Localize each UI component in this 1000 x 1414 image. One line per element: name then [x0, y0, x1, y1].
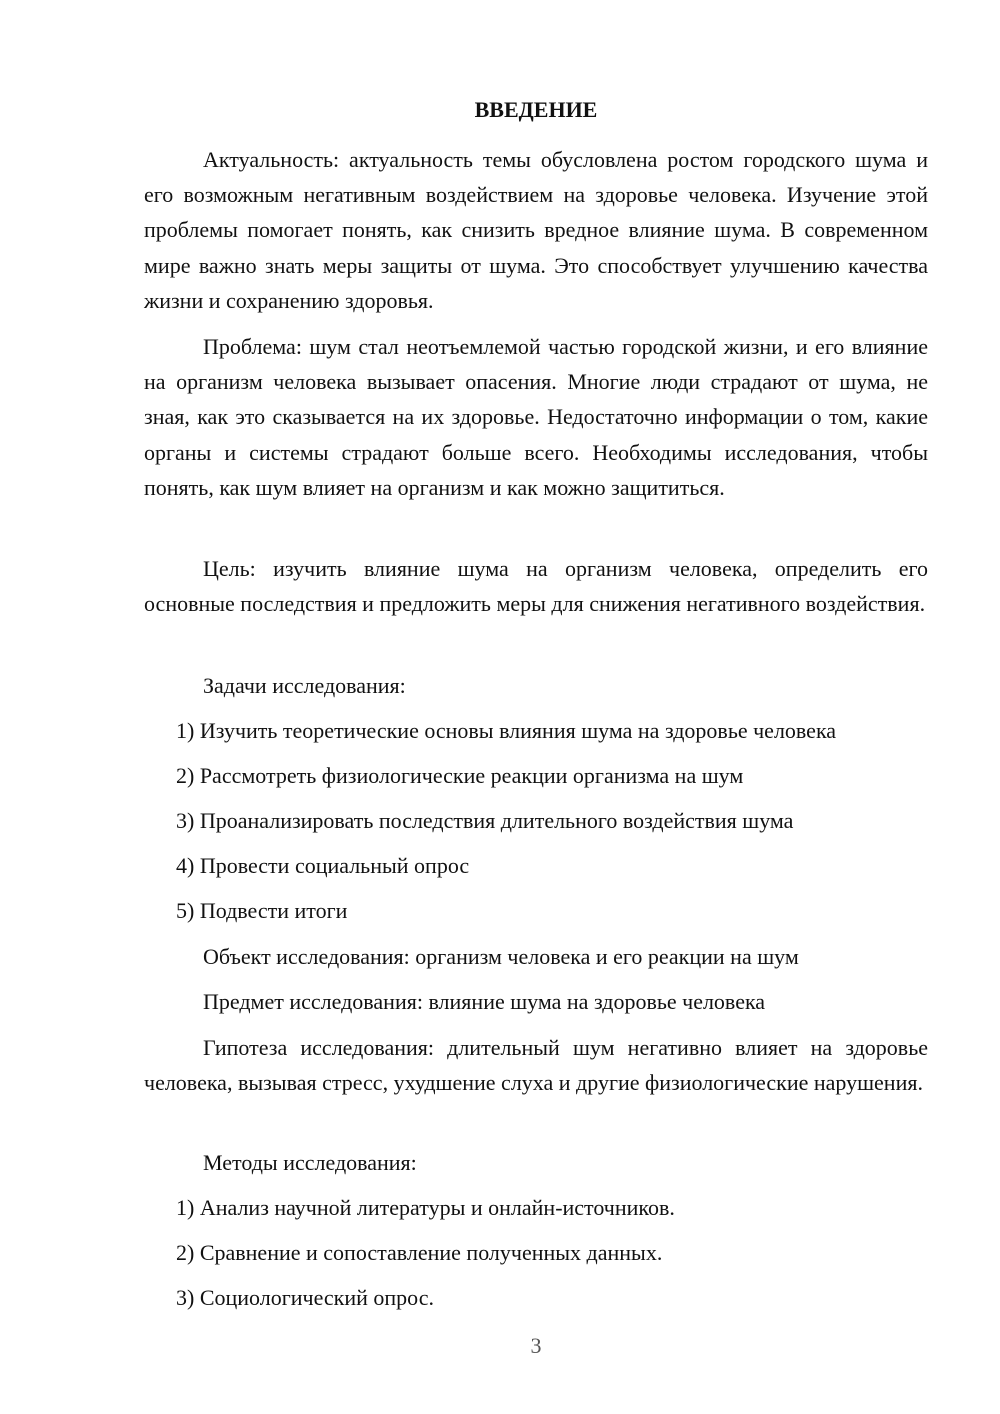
- relevance-paragraph: Актуальность: актуальность темы обусловлена ростом городского шума и его возможным негативным воздействием на здоровье человека. Изучение этой проблемы помогает понять, как снизить вредное влияние шума. В современном мире важно знать меры защиты от шума. Это способствует улучшению качества жизни и сохранению здоровья.: [144, 147, 928, 313]
- hypothesis-paragraph: Гипотеза исследования: длительный шум негативно влияет на здоровье человека, вызывая стресс, ухудшение слуха и другие физиологические нарушения.: [144, 1035, 928, 1096]
- problem-paragraph: Проблема: шум стал неотъемлемой частью городской жизни, и его влияние на организм человека вызывает опасения. Многие люди страдают от шума, не зная, как это сказывается на их здоровье. Недостаточно информации о том, какие органы и системы страдают больше всего. Необходимы исследования, чтобы понять, как шум влияет на организм и как можно защититься.: [144, 334, 928, 500]
- research-object: Объект исследования: организм человека и его реакции на шум: [203, 944, 799, 969]
- page-title: ВВЕДЕНИЕ: [474, 97, 598, 122]
- task-item: 2) Рассмотреть физиологические реакции организма на шум: [176, 763, 744, 788]
- method-item: 3) Социологический опрос.: [176, 1285, 434, 1310]
- task-item: 4) Провести социальный опрос: [176, 853, 470, 878]
- method-item: 1) Анализ научной литературы и онлайн-источников.: [176, 1195, 675, 1220]
- method-item: 2) Сравнение и сопоставление полученных данных.: [176, 1240, 663, 1265]
- tasks-heading: Задачи исследования:: [203, 673, 406, 698]
- page-number: 3: [530, 1333, 542, 1358]
- task-item: 3) Проанализировать последствия длительного воздействия шума: [176, 808, 794, 833]
- task-item: 5) Подвести итоги: [176, 898, 348, 923]
- research-subject: Предмет исследования: влияние шума на здоровье человека: [203, 989, 766, 1014]
- task-item: 1) Изучить теоретические основы влияния шума на здоровье человека: [176, 718, 837, 743]
- methods-heading: Методы исследования:: [203, 1150, 417, 1175]
- goal-paragraph: Цель: изучить влияние шума на организм человека, определить его основные последствия и предложить меры для снижения негативного воздействия.: [144, 556, 928, 617]
